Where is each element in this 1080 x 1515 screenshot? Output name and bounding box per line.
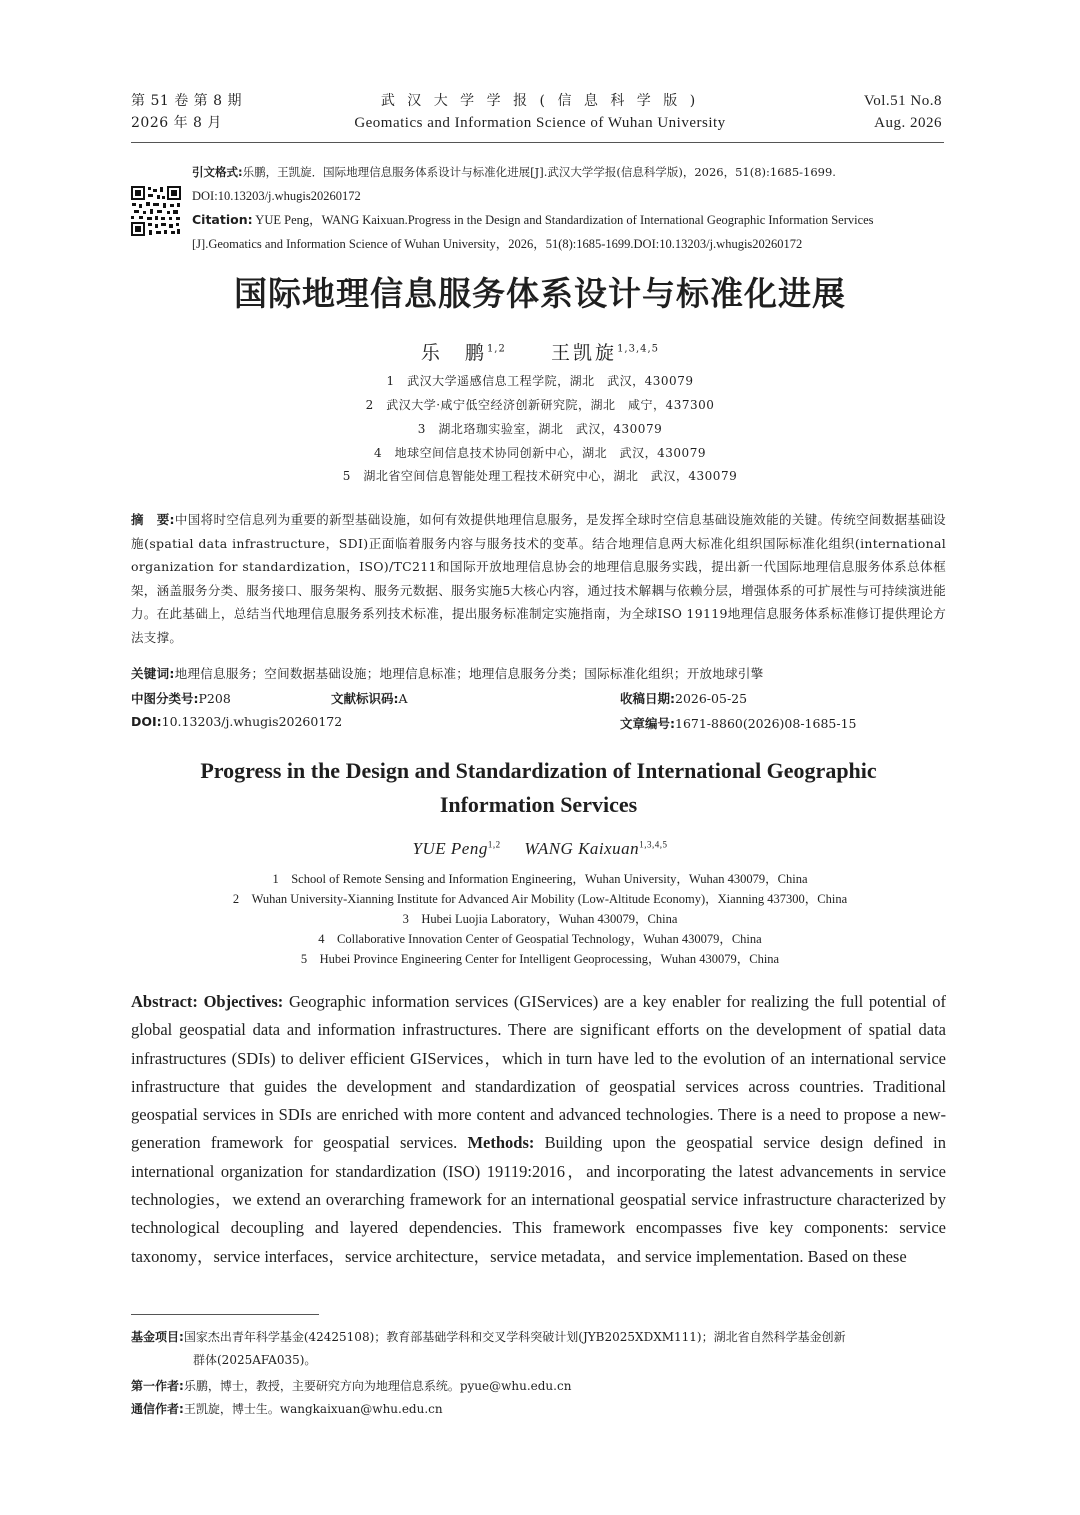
keywords-label: 关键词: (131, 666, 175, 681)
document-code (331, 689, 408, 707)
keywords-cn (131, 662, 946, 686)
author-affiliation-mark: 1,3,4,5 (617, 343, 660, 355)
affiliation-cn: 1 武汉大学遥感信息工程学院，湖北 武汉，430079 (386, 374, 694, 388)
author-affiliation-mark: 1,3,4,5 (639, 839, 668, 850)
paper-title-en-line1: Progress in the Design and Standardization of International Geographic (200, 758, 877, 783)
fund-text: 国家杰出青年科学基金(42425108)；教育部基础学科和交叉学科突破计划(JYB2025XDXM111)；湖北省自然科学基金创新 (183, 1330, 846, 1344)
objectives-label: Objectives: (203, 992, 284, 1011)
affiliation-en: 5 Hubei Province Engineering Center for Intelligent Geoprocessing，Wuhan 430079，China (300, 952, 780, 966)
clc-number (131, 689, 231, 707)
abstract-cn (131, 508, 946, 649)
journal-volume-en (864, 90, 942, 134)
keywords-text: 地理信息服务；空间数据基础设施；地理信息标准；地理信息服务分类；国际标准化组织；开放地球引擎 (174, 666, 764, 681)
abstract-en-label: Abstract: (131, 992, 198, 1011)
doi (131, 714, 342, 729)
abstract-en (131, 988, 946, 1271)
paper-title-cn: 国际地理信息服务体系设计与标准化进展 (234, 274, 846, 313)
first-author-label: 第一作者: (131, 1379, 184, 1393)
received-value: 2026-05-25 (675, 691, 748, 706)
paper-title-en (131, 754, 946, 822)
citation-cn-doi: DOI:10.13203/j.whugis20260172 (192, 188, 361, 203)
author-name: 王凯旋 (551, 342, 618, 364)
article-value: 1671-8860(2026)08-1685-15 (675, 716, 857, 731)
fund-label: 基金项目: (131, 1330, 184, 1344)
date-cn: 2026 年 8 月 (131, 115, 222, 131)
doi-label: DOI: (131, 714, 162, 729)
doccode-label: 文献标识码: (331, 691, 399, 706)
clc-value: P208 (198, 691, 231, 706)
affiliation-cn: 2 武汉大学·咸宁低空经济创新研究院，湖北 咸宁，437300 (365, 398, 715, 412)
affiliation-en: 2 Wuhan University-Xianning Institute for Advanced Air Mobility (Low-Altitude Economy)，Xianning 437300，China (232, 892, 848, 906)
citation-en-text: YUE Peng，WANG Kaixuan.Progress in the Design and Standardization of International Geographic Information Services (255, 213, 874, 227)
journal-name-cn: 武 汉 大 学 学 报 ( 信 息 科 学 版 ) (380, 93, 700, 109)
author-affiliation-mark: 1,2 (487, 839, 501, 850)
funding-note (131, 1326, 946, 1372)
authors-cn (0, 338, 1080, 365)
received-label: 收稿日期: (620, 691, 675, 706)
fund-text-cont: 群体(2025AFA035)。 (193, 1353, 317, 1367)
citation-cn-text: 乐鹏，王凯旋．国际地理信息服务体系设计与标准化进展[J].武汉大学学报(信息科学版)，2026，51(8):1685-1699. (242, 165, 836, 179)
authors-en (0, 839, 1080, 859)
affiliation-en: 1 School of Remote Sensing and Information Engineering，Wuhan University，Wuhan 430079，China (272, 872, 808, 886)
first-author-note (131, 1375, 946, 1398)
abstract-cn-text: 中国将时空信息列为重要的新型基础设施，如何有效提供地理信息服务，是发挥全球时空信息基础设施效能的关键。传统空间数据基础设施(spatial data infrastructure，SDI)正面临着服务内容与服务技术的变革。结合地理信息两大标准化组织国际标准化组织(international organization for standardization，ISO)/TC211和国际开放地理信息协会的地理信息服务实践，提出新一代国际地理信息服务体系总体框架，涵盖服务分类、服务接口、服务架构、服务元数据、服务实施5大核心内容，通过技术解耦与依赖分层，增强体系的可扩展性与可持续演进能力。在此基础上，总结当代地理信息服务系列技术标准，提出服务标准制定实施指南，为全球ISO 19119地理信息服务体系标准修订提供理论方法支撑。 (131, 512, 946, 645)
author-name: WANG Kaixuan (524, 839, 640, 858)
corresponding-label: 通信作者: (131, 1402, 184, 1416)
paper-title-en-line2: Information Services (439, 792, 638, 817)
doi-value: 10.13203/j.whugis20260172 (161, 714, 343, 729)
article-label: 文章编号: (620, 716, 675, 731)
date-en: Aug. 2026 (874, 115, 942, 131)
doccode-value: A (398, 691, 408, 706)
author-name: YUE Peng (412, 839, 488, 858)
methods-label: Methods: (467, 1133, 535, 1153)
header-divider (131, 142, 944, 143)
affiliation-cn: 3 湖北珞珈实验室，湖北 武汉，430079 (417, 422, 663, 436)
abstract-cn-label: 摘 要: (131, 512, 175, 527)
citation-block (192, 161, 946, 256)
affiliation-cn: 5 湖北省空间信息智能处理工程技术研究中心，湖北 武汉，430079 (342, 469, 738, 483)
journal-name-en: Geomatics and Information Science of Wuhan University (354, 115, 726, 131)
clc-label: 中图分类号: (131, 691, 199, 706)
affiliation-en: 4 Collaborative Innovation Center of Geospatial Technology，Wuhan 430079，China (318, 932, 762, 946)
affiliation-cn: 4 地球空间信息技术协同创新中心，湖北 武汉，430079 (374, 446, 706, 460)
qr-code-icon (131, 186, 181, 236)
first-author-text: 乐鹏，博士，教授，主要研究方向为地理信息系统。pyue@whu.edu.cn (183, 1379, 572, 1393)
footnote-divider (131, 1314, 319, 1315)
volume-issue-en: Vol.51 No.8 (863, 93, 942, 109)
methods-text: Building upon the geospatial service design defined in international organization for standardization (ISO) 19119:2016，and incorporating the latest advancements in service technologies，we extend an overarching framework for an international geospatial service infrastructure characterized by technological decoupling and layered dependencies. This framework encompasses five key components: service taxonomy，service interfaces，service architecture，service metadata，and service implementation. Based on these (131, 1133, 947, 1266)
affiliation-en: 3 Hubei Luojia Laboratory，Wuhan 430079，China (402, 912, 678, 926)
citation-cn-label: 引文格式: (192, 165, 243, 179)
citation-en-text-cont: [J].Geomatics and Information Science of Wuhan University，2026，51(8):1685-1699.DOI:10.13203/j.whugis20260172 (192, 236, 803, 251)
corresponding-author-note (131, 1398, 946, 1421)
citation-en-label: Citation: (192, 212, 253, 227)
article-number (620, 714, 856, 732)
author-affiliation-mark: 1,2 (486, 343, 506, 355)
received-date (620, 689, 747, 707)
objectives-text: Geographic information services (GIServices) are a key enabler for realizing the full potential of global geospatial data and information infrastructures. There are significant efforts on the development of spatial data infrastructures (SDIs) to deliver efficient GIServices，which in turn have led to the evolution of an international service infrastructure that guides the development and standardization of geospatial services across countries. Traditional geospatial services in SDIs are enriched with more content and advanced technologies. There is a need to propose a new-generation framework for geospatial services. (131, 992, 947, 1153)
corresponding-text: 王凯旋，博士生。wangkaixuan@whu.edu.cn (183, 1402, 443, 1416)
volume-issue-cn: 第 51 卷 第 8 期 (131, 93, 242, 109)
author-name: 乐 鹏 (420, 342, 487, 364)
